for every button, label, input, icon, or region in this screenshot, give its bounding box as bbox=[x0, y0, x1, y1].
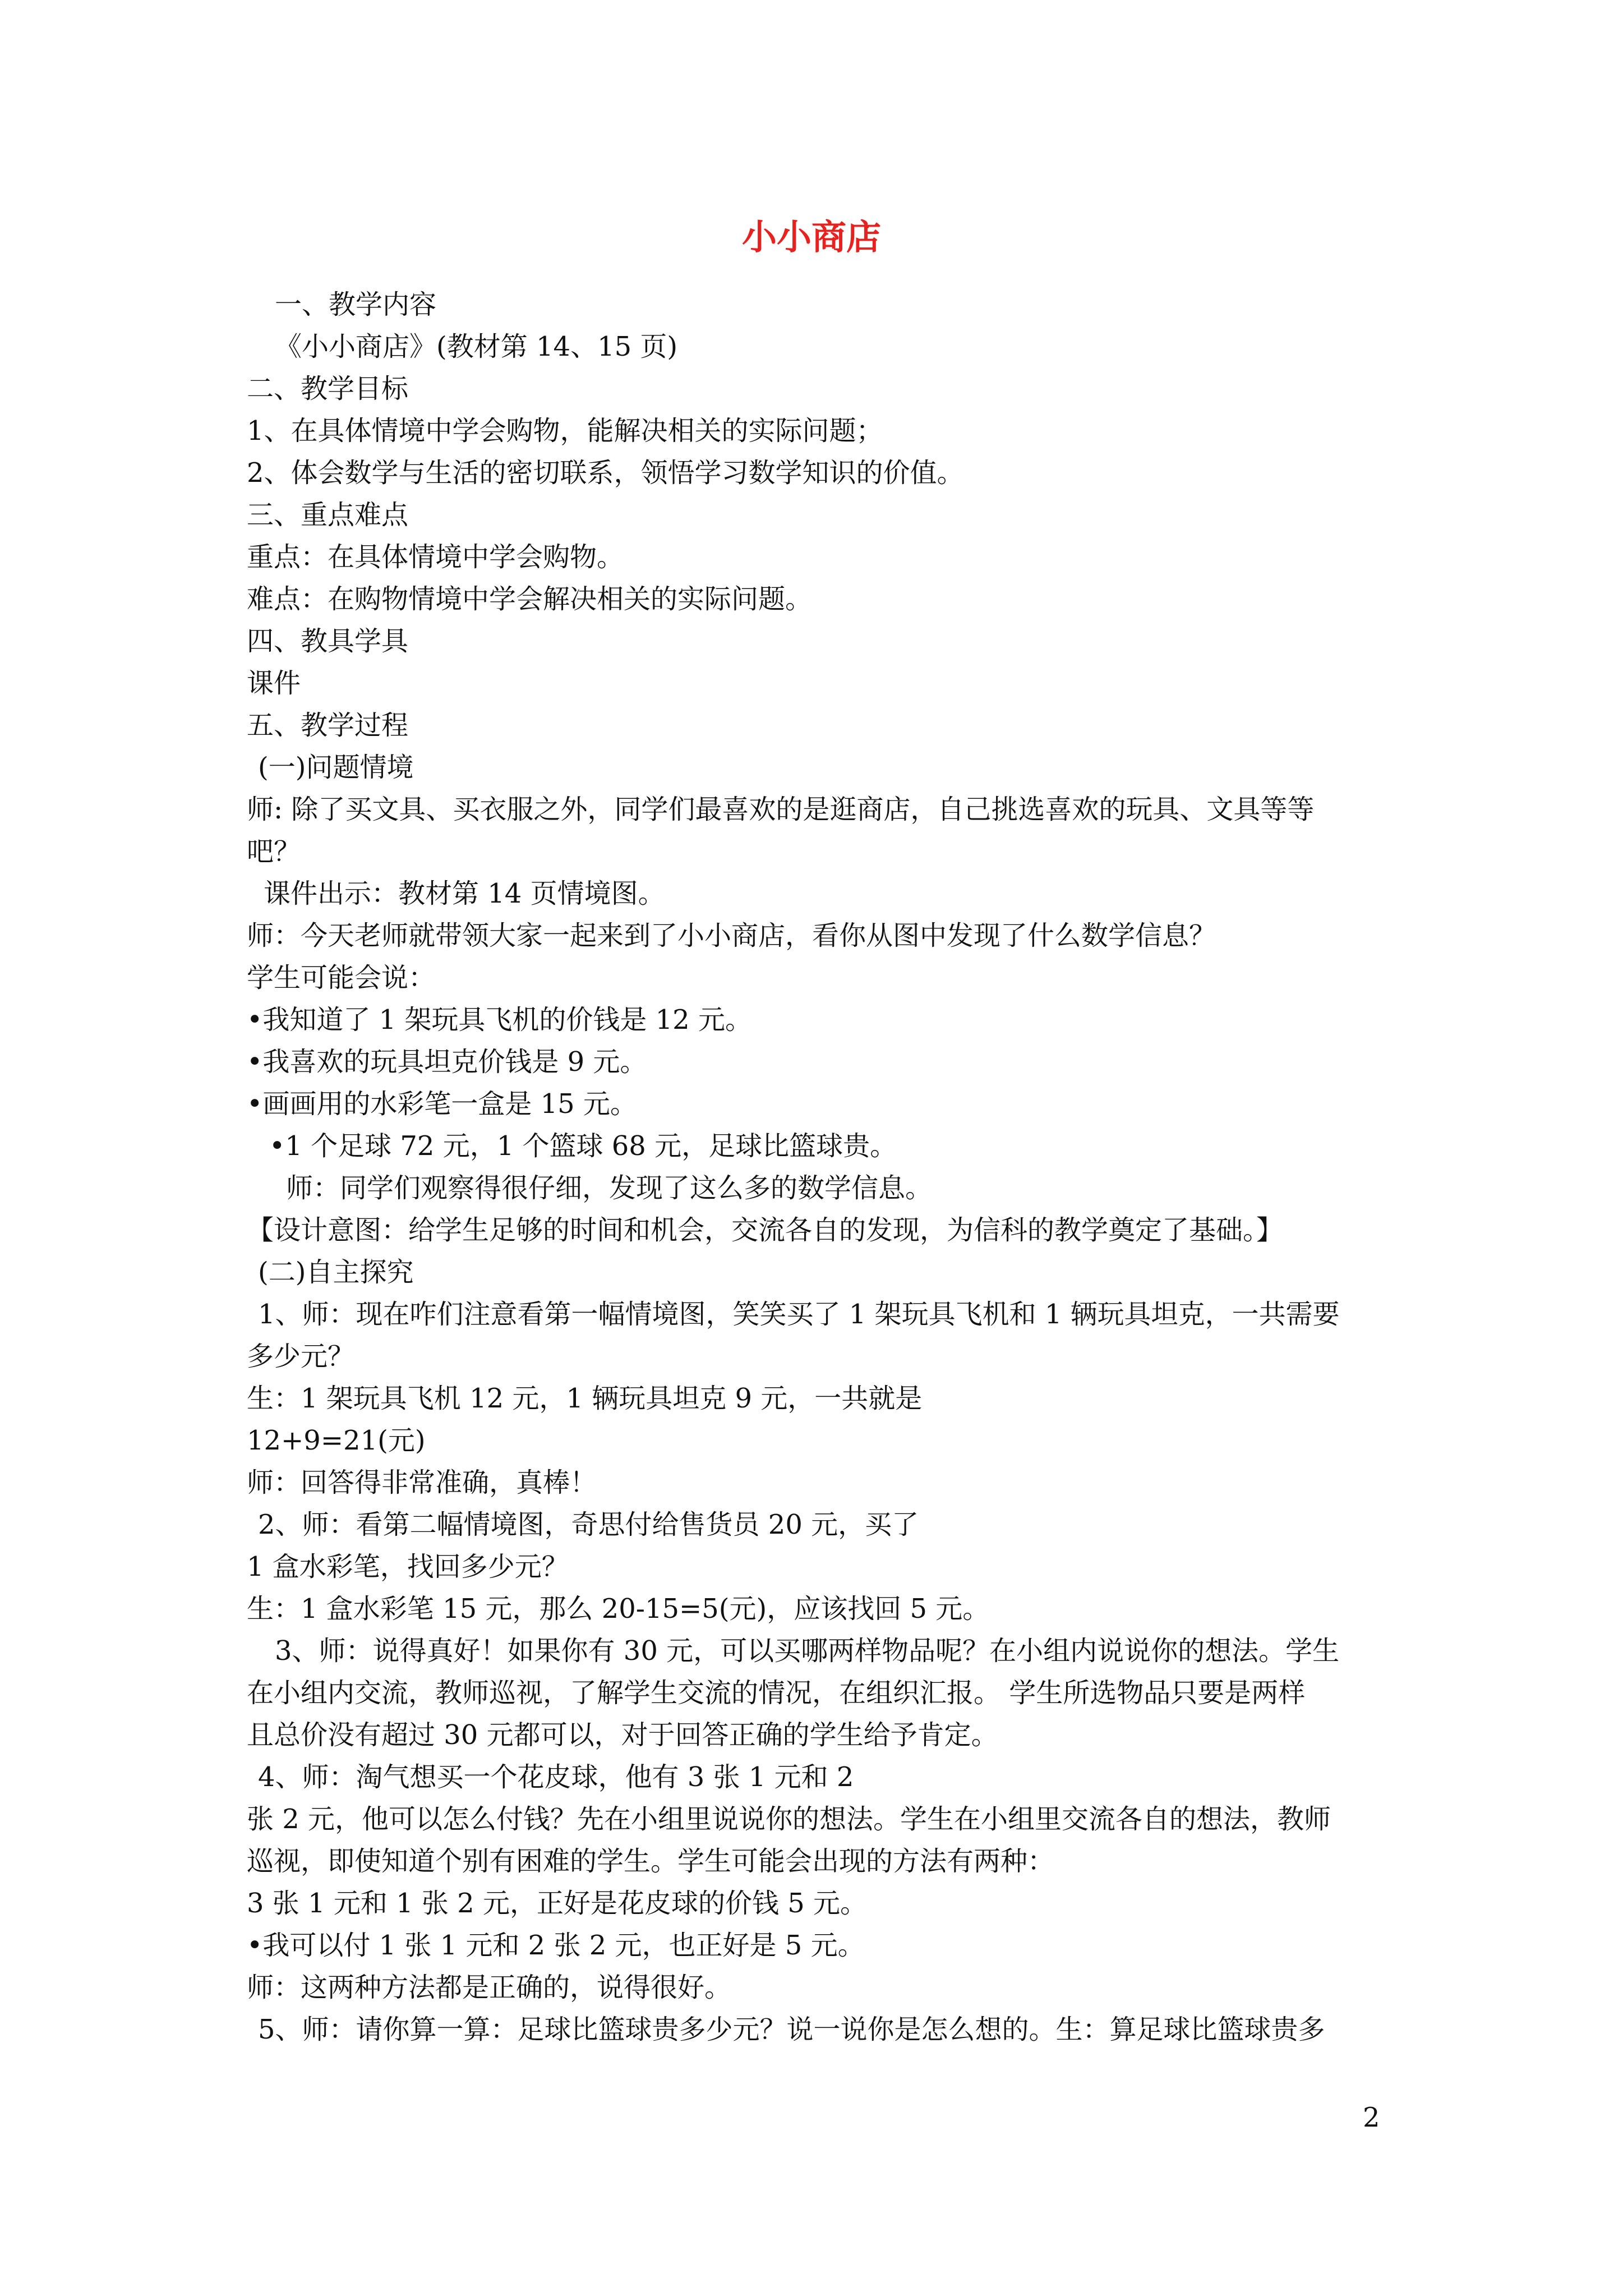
body-line: •我喜欢的玩具坦克价钱是 9 元。 bbox=[247, 1046, 647, 1078]
body-line: 师：回答得非常准确，真棒！ bbox=[247, 1467, 597, 1498]
body-line: 2、体会数学与生活的密切联系，领悟学习数学知识的价值。 bbox=[247, 457, 964, 489]
body-line: 师：同学们观察得很仔细，发现了这么多的数学信息。 bbox=[286, 1172, 933, 1204]
body-line: 一、教学内容 bbox=[275, 289, 437, 320]
page-number: 2 bbox=[1363, 2102, 1380, 2133]
body-line: 在小组内交流，教师巡视，了解学生交流的情况，在组织汇报。 学生所选物品只要是两样 bbox=[247, 1677, 1306, 1709]
body-line: (二)自主探究 bbox=[258, 1257, 414, 1288]
body-line: 5、师：请你算一算：足球比篮球贵多少元？说一说你是怎么想的。生：算足球比篮球贵多 bbox=[258, 2014, 1325, 2045]
body-line: 课件 bbox=[247, 668, 301, 699]
body-line: 二、教学目标 bbox=[247, 373, 409, 404]
body-line: 多少元？ bbox=[247, 1341, 355, 1372]
body-line: 师: 除了买文具、买衣服之外，同学们最喜欢的是逛商店，自己挑选喜欢的玩具、文具等等 bbox=[247, 794, 1315, 825]
body-line: (一)问题情境 bbox=[258, 752, 414, 783]
body-line: 难点：在购物情境中学会解决相关的实际问题。 bbox=[247, 583, 813, 615]
body-line: 1、在具体情境中学会购物，能解决相关的实际问题； bbox=[247, 415, 883, 447]
body-line: 12+9=21(元) bbox=[247, 1425, 426, 1456]
body-line: 3 张 1 元和 1 张 2 元，正好是花皮球的价钱 5 元。 bbox=[247, 1888, 868, 1919]
body-line: 五、教学过程 bbox=[247, 710, 409, 741]
body-line: 张 2 元，他可以怎么付钱？先在小组里说说你的想法。学生在小组里交流各自的想法，教师 bbox=[247, 1803, 1331, 1835]
body-line: 吧？ bbox=[247, 836, 301, 867]
document-title: 小小商店 bbox=[741, 217, 881, 257]
body-line: 生：1 盒水彩笔 15 元，那么 20-15=5(元)，应该找回 5 元。 bbox=[247, 1593, 990, 1625]
body-line: 学生可能会说： bbox=[247, 962, 436, 993]
body-line: 师：今天老师就带领大家一起来到了小小商店，看你从图中发现了什么数学信息？ bbox=[247, 920, 1216, 951]
body-line: 且总价没有超过 30 元都可以，对于回答正确的学生给予肯定。 bbox=[247, 1719, 998, 1751]
body-line: 巡视，即使知道个别有困难的学生。学生可能会出现的方法有两种： bbox=[247, 1846, 1055, 1877]
body-line: 2、师：看第二幅情境图，奇思付给售货员 20 元，买了 bbox=[258, 1509, 919, 1540]
body-line: •1 个足球 72 元，1 个篮球 68 元，足球比篮球贵。 bbox=[269, 1130, 897, 1162]
body-line: 1 盒水彩笔，找回多少元？ bbox=[247, 1551, 569, 1582]
body-line: 1、师：现在咋们注意看第一幅情境图，笑笑买了 1 架玩具飞机和 1 辆玩具坦克，一共需要 bbox=[258, 1299, 1340, 1330]
body-line: 3、师：说得真好！如果你有 30 元，可以买哪两样物品呢？在小组内说说你的想法。学生 bbox=[275, 1635, 1340, 1667]
body-line: •我可以付 1 张 1 元和 2 张 2 元，也正好是 5 元。 bbox=[247, 1930, 865, 1961]
body-line: 4、师：淘气想买一个花皮球，他有 3 张 1 元和 2 bbox=[258, 1761, 854, 1793]
body-line: 《小小商店》(教材第 14、15 页) bbox=[275, 331, 678, 362]
body-line: •画画用的水彩笔一盒是 15 元。 bbox=[247, 1088, 637, 1120]
body-line: •我知道了 1 架玩具飞机的价钱是 12 元。 bbox=[247, 1004, 752, 1036]
body-line: 课件出示：教材第 14 页情境图。 bbox=[264, 878, 665, 909]
body-line: 四、教具学具 bbox=[247, 625, 409, 657]
body-line: 师：这两种方法都是正确的，说得很好。 bbox=[247, 1972, 732, 2003]
body-line: 【设计意图：给学生足够的时间和机会，交流各自的发现，为信科的教学奠定了基础。】 bbox=[247, 1214, 1284, 1246]
body-line: 三、重点难点 bbox=[247, 499, 409, 531]
body-line: 重点：在具体情境中学会购物。 bbox=[247, 541, 624, 573]
body-line: 生：1 架玩具飞机 12 元，1 辆玩具坦克 9 元，一共就是 bbox=[247, 1383, 923, 1414]
